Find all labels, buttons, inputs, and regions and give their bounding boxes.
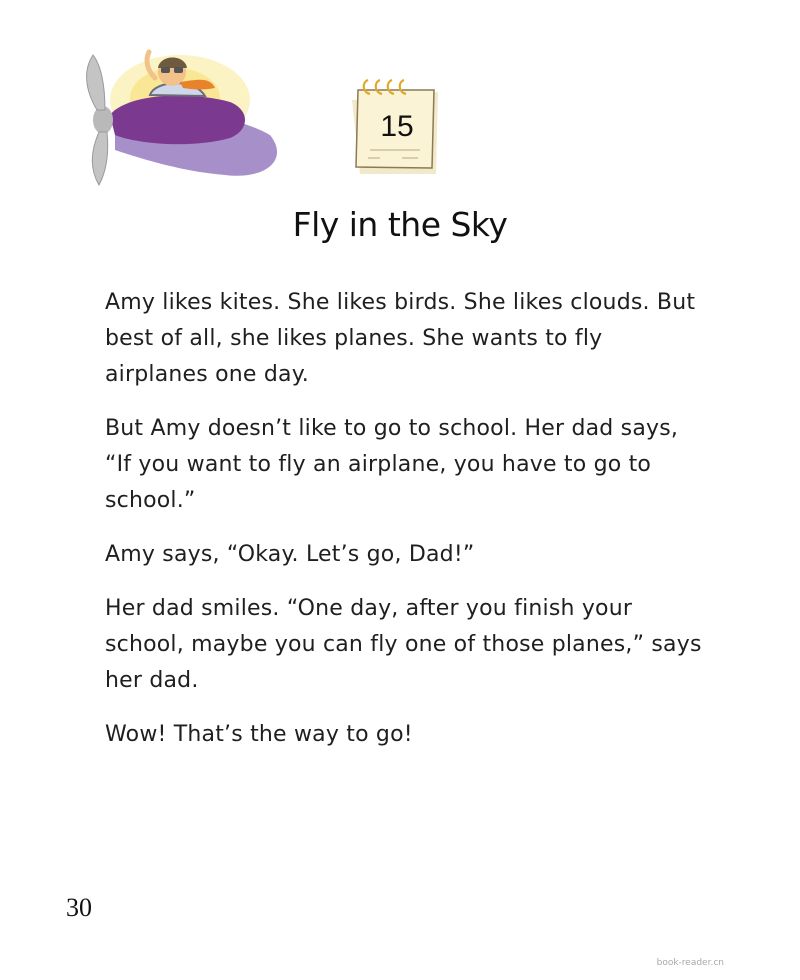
page-number: 30 [66, 893, 92, 922]
watermark: book-reader.cn [656, 958, 724, 968]
story-paragraph: Amy says, “Okay. Let’s go, Dad!” [105, 542, 475, 567]
story-paragraph: Her dad smiles. “One day, after you finish your school, maybe you can fly one of those planes,” says her dad. [105, 596, 702, 693]
story-paragraph: But Amy doesn’t like to go to school. Her dad says, “If you want to fly an airplane, you have to go to school.” [105, 416, 679, 513]
story-paragraph: Wow! That’s the way to go! [105, 722, 413, 747]
girl-airplane-illustration [55, 40, 300, 190]
chapter-number: 15 [380, 110, 414, 143]
story-paragraph: Amy likes kites. She likes birds. She likes clouds. But best of all, she likes planes. She wants to fly airplanes one day. [105, 290, 696, 387]
story-text [105, 285, 705, 771]
page-title: Fly in the Sky [292, 205, 508, 244]
